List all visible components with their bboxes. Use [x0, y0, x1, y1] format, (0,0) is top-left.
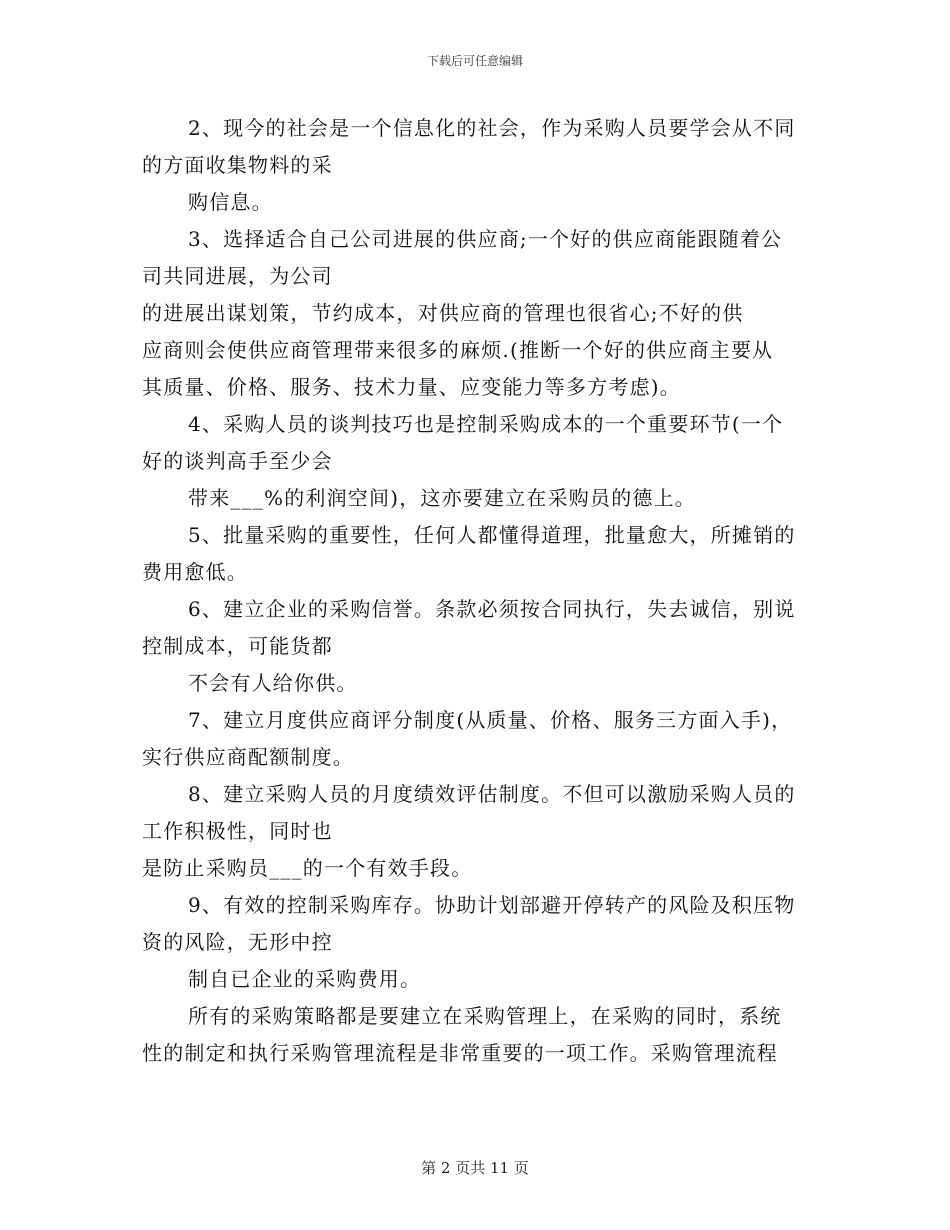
paragraph-line: 工作积极性，同时也 — [142, 819, 333, 843]
paragraph-line: 5、批量采购的重要性，任何人都懂得道理，批量愈大，所摊销的 — [188, 523, 796, 547]
paragraph-line: 9、有效的控制采购库存。协助计划部避开停转产的风险及积压物 — [188, 893, 796, 917]
paragraph-line: 购信息。 — [188, 190, 273, 214]
paragraph-line: 其质量、价格、服务、技术力量、应变能力等多方考虑)。 — [142, 375, 682, 399]
paragraph-line: 司共同进展，为公司 — [142, 264, 333, 288]
paragraph-line: 是防止采购员___的一个有效手段。 — [142, 856, 473, 880]
paragraph-line: 所有的采购策略都是要建立在采购管理上，在采购的同时，系统 — [188, 1004, 782, 1028]
page-footer: 第 2 页共 11 页 — [421, 1159, 529, 1177]
paragraph-line: 不会有人给你供。 — [188, 671, 358, 695]
page-header: 下载后可任意编辑 — [426, 54, 523, 68]
paragraph-line: 好的谈判高手至少会 — [142, 449, 333, 473]
paragraph-line: 控制成本，可能货都 — [142, 634, 333, 658]
paragraph-line: 实行供应商配额制度。 — [142, 745, 354, 769]
document-body — [142, 110, 822, 1072]
paragraph-line: 制自已企业的采购费用。 — [188, 967, 422, 991]
paragraph-line: 的方面收集物料的采 — [142, 153, 333, 177]
paragraph-line: 带来___%的利润空间)，这亦要建立在采购员的德上。 — [188, 486, 697, 510]
paragraph-line: 应商则会使供应商管理带来很多的麻烦.(推断一个好的供应商主要从 — [142, 338, 774, 362]
paragraph-line: 4、采购人员的谈判技巧也是控制采购成本的一个重要环节(一个 — [188, 412, 784, 436]
paragraph-line: 性的制定和执行采购管理流程是非常重要的一项工作。采购管理流程 — [142, 1041, 778, 1065]
paragraph-line: 7、建立月度供应商评分制度(从质量、价格、服务三方面入手)， — [188, 708, 793, 732]
paragraph-line: 3、选择适合自己公司进展的供应商;一个好的供应商能跟随着公 — [188, 227, 783, 251]
paragraph-line: 8、建立采购人员的月度绩效评估制度。不但可以激励采购人员的 — [188, 782, 796, 806]
paragraph-line: 费用愈低。 — [142, 560, 248, 584]
paragraph-line: 2、现今的社会是一个信息化的社会，作为采购人员要学会从不同 — [188, 116, 796, 140]
paragraph-line: 6、建立企业的采购信誉。条款必须按合同执行，失去诚信，别说 — [188, 597, 796, 621]
paragraph-line: 的进展出谋划策，节约成本，对供应商的管理也很省心;不好的供 — [142, 301, 744, 325]
paragraph-line: 资的风险，无形中控 — [142, 930, 333, 954]
